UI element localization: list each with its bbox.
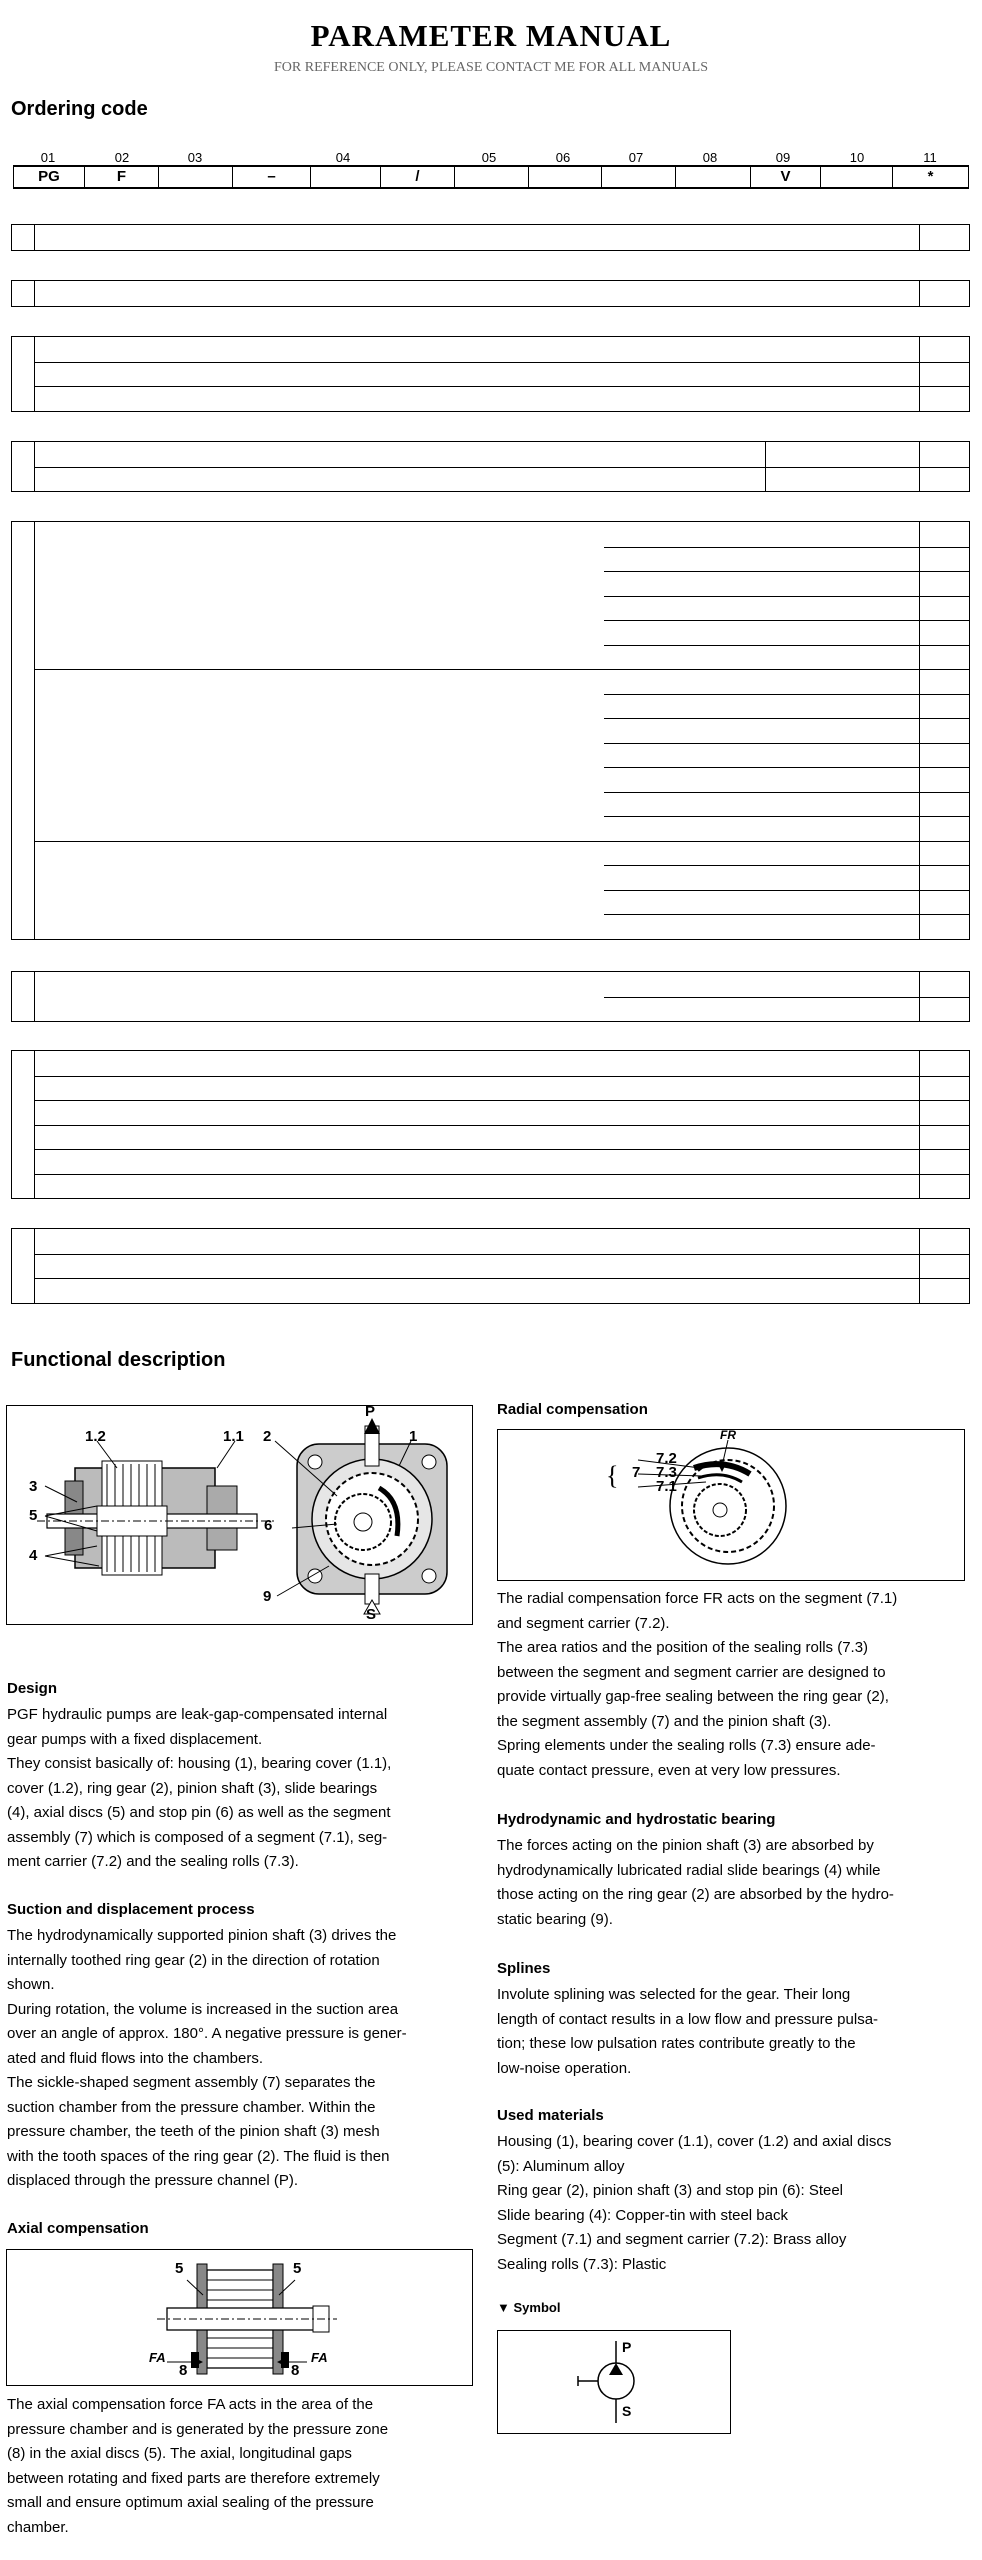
symbol-label-s: S — [622, 2403, 632, 2419]
axial-label-5-right: 5 — [293, 2260, 302, 2277]
radial-label-7-1: 7.1 — [656, 1478, 677, 1495]
svg-text:{: { — [606, 1461, 619, 1490]
code-column-number: 03 — [187, 150, 203, 165]
row-divider — [604, 620, 969, 621]
section-box-frame — [11, 336, 970, 412]
row-number-divider — [34, 972, 35, 1021]
row-divider — [604, 816, 969, 817]
radial-label-7-2: 7.2 — [656, 1450, 677, 1467]
size-code — [919, 694, 969, 719]
paragraph-line: (4), axial discs (5) and stop pin (6) as well as the segment — [7, 1804, 391, 1821]
ordering-code-heading: Ordering code — [11, 98, 148, 120]
size-code — [919, 571, 969, 596]
table-row — [12, 281, 969, 305]
paragraph-line: They consist basically of: housing (1), bearing cover (1.1), — [7, 1755, 392, 1772]
table-row — [12, 337, 969, 361]
row-divider — [604, 767, 969, 768]
radial-heading: Radial compensation — [497, 1401, 648, 1418]
paragraph-line: The hydrodynamically supported pinion shaft (3) drives the — [7, 1927, 397, 1944]
document-title: PARAMETER MANUAL — [310, 18, 672, 53]
paragraph-line: internally toothed ring gear (2) in the direction of rotation — [7, 1951, 380, 1969]
code-cell — [158, 165, 232, 189]
row-divider — [34, 467, 969, 468]
section-box-type — [11, 224, 970, 251]
fig1-label-1-1: 1.1 — [223, 1428, 244, 1445]
row-divider — [604, 890, 969, 891]
row-divider — [34, 362, 969, 363]
paragraph-line: The sickle-shaped segment assembly (7) separates the — [7, 2074, 376, 2091]
materials-heading: Used materials — [497, 2107, 604, 2124]
fig1-label-4: 4 — [29, 1547, 38, 1564]
table-row — [12, 386, 969, 410]
row-code — [919, 1125, 969, 1150]
section-box-series — [11, 441, 970, 492]
table-row — [12, 1174, 969, 1198]
size-code — [919, 718, 969, 743]
pump-symbol-icon — [498, 2331, 729, 2432]
pump-section-figure — [6, 1405, 473, 1625]
fig1-label-2: 2 — [263, 1428, 272, 1445]
size-code — [919, 865, 969, 890]
fig1-label-p: P — [365, 1403, 376, 1420]
table-row — [12, 1076, 969, 1100]
code-cell — [310, 165, 380, 189]
row-code — [919, 1051, 969, 1076]
row-code — [919, 1229, 969, 1254]
bearing-heading: Hydrodynamic and hydrostatic bearing — [497, 1811, 776, 1828]
rotation-code — [919, 972, 969, 997]
fig1-label-6: 6 — [264, 1517, 273, 1534]
row-divider — [604, 694, 969, 695]
row-divider — [34, 1100, 969, 1101]
code-column-number: 10 — [849, 150, 865, 165]
row-divider — [34, 1149, 969, 1150]
paragraph-line: Slide bearing (4): Copper-tin with steel back — [497, 2206, 788, 2224]
code-cell: * — [892, 165, 969, 189]
row-divider — [604, 645, 969, 646]
paragraph-line: between rotating and fixed parts are therefore extremely — [7, 2469, 380, 2487]
row-code — [919, 1149, 969, 1174]
paragraph-line: pressure chamber, the teeth of the pinion shaft (3) mesh — [7, 2123, 380, 2140]
paragraph-line: Spring elements under the sealing rolls (7.3) ensure ade- — [497, 1737, 876, 1754]
paragraph-line: The forces acting on the pinion shaft (3) are absorbed by — [497, 1837, 874, 1854]
paragraph-line: hydrodynamically lubricated radial slide bearings (4) while — [497, 1861, 881, 1879]
section-box-series_top — [11, 280, 970, 307]
fig1-label-3: 3 — [29, 1478, 38, 1495]
section-box-rotation — [11, 971, 970, 1022]
row-divider — [34, 1076, 969, 1077]
splines-heading: Splines — [497, 1960, 551, 1977]
code-column-number: 08 — [702, 150, 718, 165]
paragraph-line: with the tooth spaces of the ring gear (2). The fluid is then — [7, 2147, 390, 2165]
paragraph-line: tion; these low pulsation rates contribute greatly to the — [497, 2035, 856, 2052]
paragraph-line: chamber. — [7, 2518, 69, 2536]
section-box-shaft — [11, 1050, 970, 1199]
fig1-label-9: 9 — [263, 1588, 272, 1605]
paragraph-line: Housing (1), bearing cover (1.1), cover (1.2) and axial discs — [497, 2133, 892, 2150]
fig1-label-5: 5 — [29, 1507, 38, 1524]
table-row — [12, 1149, 969, 1173]
paragraph-line: displaced through the pressure channel (P). — [7, 2172, 299, 2189]
axial-label-fa-left: FA — [149, 2350, 166, 2365]
symbol-label-p: P — [622, 2339, 632, 2355]
code-cell — [820, 165, 892, 189]
row-code — [919, 467, 969, 492]
code-column-number: 11 — [923, 150, 937, 165]
code-column-number: 07 — [628, 150, 644, 165]
table-row — [12, 1125, 969, 1149]
paragraph-line: suction chamber from the pressure chamber. Within the — [7, 2098, 376, 2116]
paragraph-line: (5): Aluminum alloy — [497, 2157, 625, 2175]
row-divider — [34, 669, 969, 670]
row-code — [919, 1100, 969, 1125]
paragraph-line: low-noise operation. — [497, 2059, 632, 2077]
code-cell: F — [84, 165, 158, 189]
row-divider — [604, 792, 969, 793]
paragraph-line: between the segment and segment carrier are designed to — [497, 1663, 886, 1681]
row-code — [919, 337, 969, 362]
design-heading: Design — [7, 1680, 58, 1697]
fig1-label-s: S — [366, 1606, 377, 1623]
table-row — [12, 1100, 969, 1124]
row-divider — [604, 718, 969, 719]
axial-compensation-figure — [6, 2249, 473, 2386]
row-code — [919, 442, 969, 467]
code-cell — [454, 165, 528, 189]
radial-label-7: 7 — [632, 1464, 641, 1481]
size-code — [919, 522, 969, 547]
symbol-heading: ▼ Symbol — [497, 2300, 561, 2315]
row-code — [919, 281, 969, 306]
row-divider — [34, 1174, 969, 1175]
row-divider — [604, 743, 969, 744]
row-divider — [604, 571, 969, 572]
paragraph-line: the segment assembly (7) and the pinion shaft (3). — [497, 1712, 832, 1730]
code-column-number: 09 — [775, 150, 791, 165]
size-code — [919, 792, 969, 817]
code-cell: / — [380, 165, 454, 189]
size-code — [919, 596, 969, 621]
rotation-code — [919, 997, 969, 1022]
code-cell — [675, 165, 750, 189]
axial-label-5-left: 5 — [175, 2260, 184, 2277]
paragraph-line: gear pumps with a fixed displacement. — [7, 1730, 263, 1748]
radial-drawing — [498, 1430, 963, 1579]
row-divider — [34, 1278, 969, 1279]
row-divider — [34, 841, 969, 842]
code-cell — [528, 165, 601, 189]
axial-label-fa-right: FA — [311, 2350, 328, 2365]
paragraph-line: The axial compensation force FA acts in the area of the — [7, 2396, 374, 2413]
paragraph-line: The radial compensation force FR acts on the segment (7.1) — [497, 1590, 898, 1607]
paragraph-line: assembly (7) which is composed of a segment (7.1), seg- — [7, 1828, 388, 1846]
table-row — [12, 1278, 969, 1302]
paragraph-line: Involute splining was selected for the gear. Their long — [497, 1986, 851, 2003]
size-code — [919, 743, 969, 768]
paragraph-line: those acting on the ring gear (2) are absorbed by the hydro- — [497, 1886, 894, 1903]
size-code — [919, 767, 969, 792]
paragraph-line: and segment carrier (7.2). — [497, 1614, 670, 1632]
paragraph-line: During rotation, the volume is increased in the suction area — [7, 2000, 399, 2018]
paragraph-line: quate contact pressure, even at very low pressures. — [497, 1761, 841, 1779]
row-divider — [34, 1125, 969, 1126]
size-code — [919, 645, 969, 670]
fig1-label-1-2: 1.2 — [85, 1428, 106, 1445]
section-box-lines — [11, 1228, 970, 1304]
row-divider — [34, 386, 969, 387]
code-column-number: 01 — [40, 150, 56, 165]
paragraph-line: small and ensure optimum axial sealing of the pressure — [7, 2494, 374, 2511]
radial-label-7-3: 7.3 — [656, 1464, 677, 1481]
row-divider — [604, 547, 969, 548]
paragraph-line: shown. — [7, 1976, 55, 1993]
row-code — [919, 1278, 969, 1303]
paragraph-line: static bearing (9). — [497, 1910, 613, 1928]
row-divider — [604, 596, 969, 597]
size-code — [919, 890, 969, 915]
size-code — [919, 547, 969, 572]
hydraulic-symbol-figure — [497, 2330, 731, 2434]
paragraph-line: Segment (7.1) and segment carrier (7.2): Brass alloy — [497, 2231, 847, 2248]
paragraph-line: ated and fluid flows into the chambers. — [7, 2049, 263, 2067]
radial-compensation-figure — [497, 1429, 965, 1581]
row-code — [919, 1254, 969, 1279]
paragraph-line: PGF hydraulic pumps are leak-gap-compensated internal — [7, 1706, 388, 1723]
paragraph-line: The area ratios and the position of the sealing rolls (7.3) — [497, 1639, 869, 1656]
code-cell — [601, 165, 675, 189]
paragraph-line: over an angle of approx. 180°. A negative pressure is gener- — [7, 2025, 407, 2042]
size-code — [919, 841, 969, 866]
table-row — [12, 225, 969, 249]
code-cell: V — [750, 165, 820, 189]
axial-heading: Axial compensation — [7, 2220, 149, 2237]
row-code — [919, 362, 969, 387]
row-divider — [604, 914, 969, 915]
row-code — [919, 1174, 969, 1199]
paragraph-line: ment carrier (7.2) and the sealing rolls (7.3). — [7, 1853, 299, 1870]
code-cell: – — [232, 165, 310, 189]
row-divider — [604, 997, 969, 998]
code-column-number: 05 — [481, 150, 497, 165]
axial-label-8-left: 8 — [179, 2362, 188, 2379]
radial-label-fr: FR — [720, 1428, 736, 1442]
code-column-number: 02 — [114, 150, 130, 165]
axial-drawing — [7, 2250, 471, 2384]
table-row — [12, 362, 969, 386]
fig1-label-1: 1 — [409, 1428, 418, 1445]
row-code — [919, 386, 969, 411]
document-subtitle: FOR REFERENCE ONLY, PLEASE CONTACT ME FOR ALL MANUALS — [274, 60, 708, 75]
table-row — [12, 1229, 969, 1253]
code-column-number: 04 — [335, 150, 351, 165]
paragraph-line: (8) in the axial discs (5). The axial, longitudinal gaps — [7, 2445, 352, 2462]
row-code — [919, 1076, 969, 1101]
table-row — [12, 1254, 969, 1278]
row-number-divider — [34, 522, 35, 939]
table-row — [12, 467, 969, 491]
table-row — [12, 1051, 969, 1075]
row-code — [919, 225, 969, 250]
size-code — [919, 914, 969, 939]
paragraph-line: Sealing rolls (7.3): Plastic — [497, 2255, 667, 2273]
section-box-size — [11, 521, 970, 940]
functional-heading: Functional description — [11, 1349, 226, 1371]
paragraph-line: length of contact results in a low flow and pressure pulsa- — [497, 2010, 879, 2028]
code-cell: PG — [13, 165, 84, 189]
paragraph-line: Ring gear (2), pinion shaft (3) and stop pin (6): Steel — [497, 2182, 844, 2199]
table-row — [12, 442, 969, 466]
paragraph-line: pressure chamber and is generated by the pressure zone — [7, 2420, 389, 2438]
row-divider — [34, 1254, 969, 1255]
size-code — [919, 816, 969, 841]
code-column-number: 06 — [555, 150, 571, 165]
paragraph-line: cover (1.2), ring gear (2), pinion shaft (3), slide bearings — [7, 1779, 378, 1797]
paragraph-line: provide virtually gap-free sealing between the ring gear (2), — [497, 1688, 889, 1705]
axial-label-8-right: 8 — [291, 2362, 300, 2379]
size-code — [919, 620, 969, 645]
row-divider — [604, 865, 969, 866]
suction-heading: Suction and displacement process — [7, 1901, 255, 1918]
size-code — [919, 669, 969, 694]
